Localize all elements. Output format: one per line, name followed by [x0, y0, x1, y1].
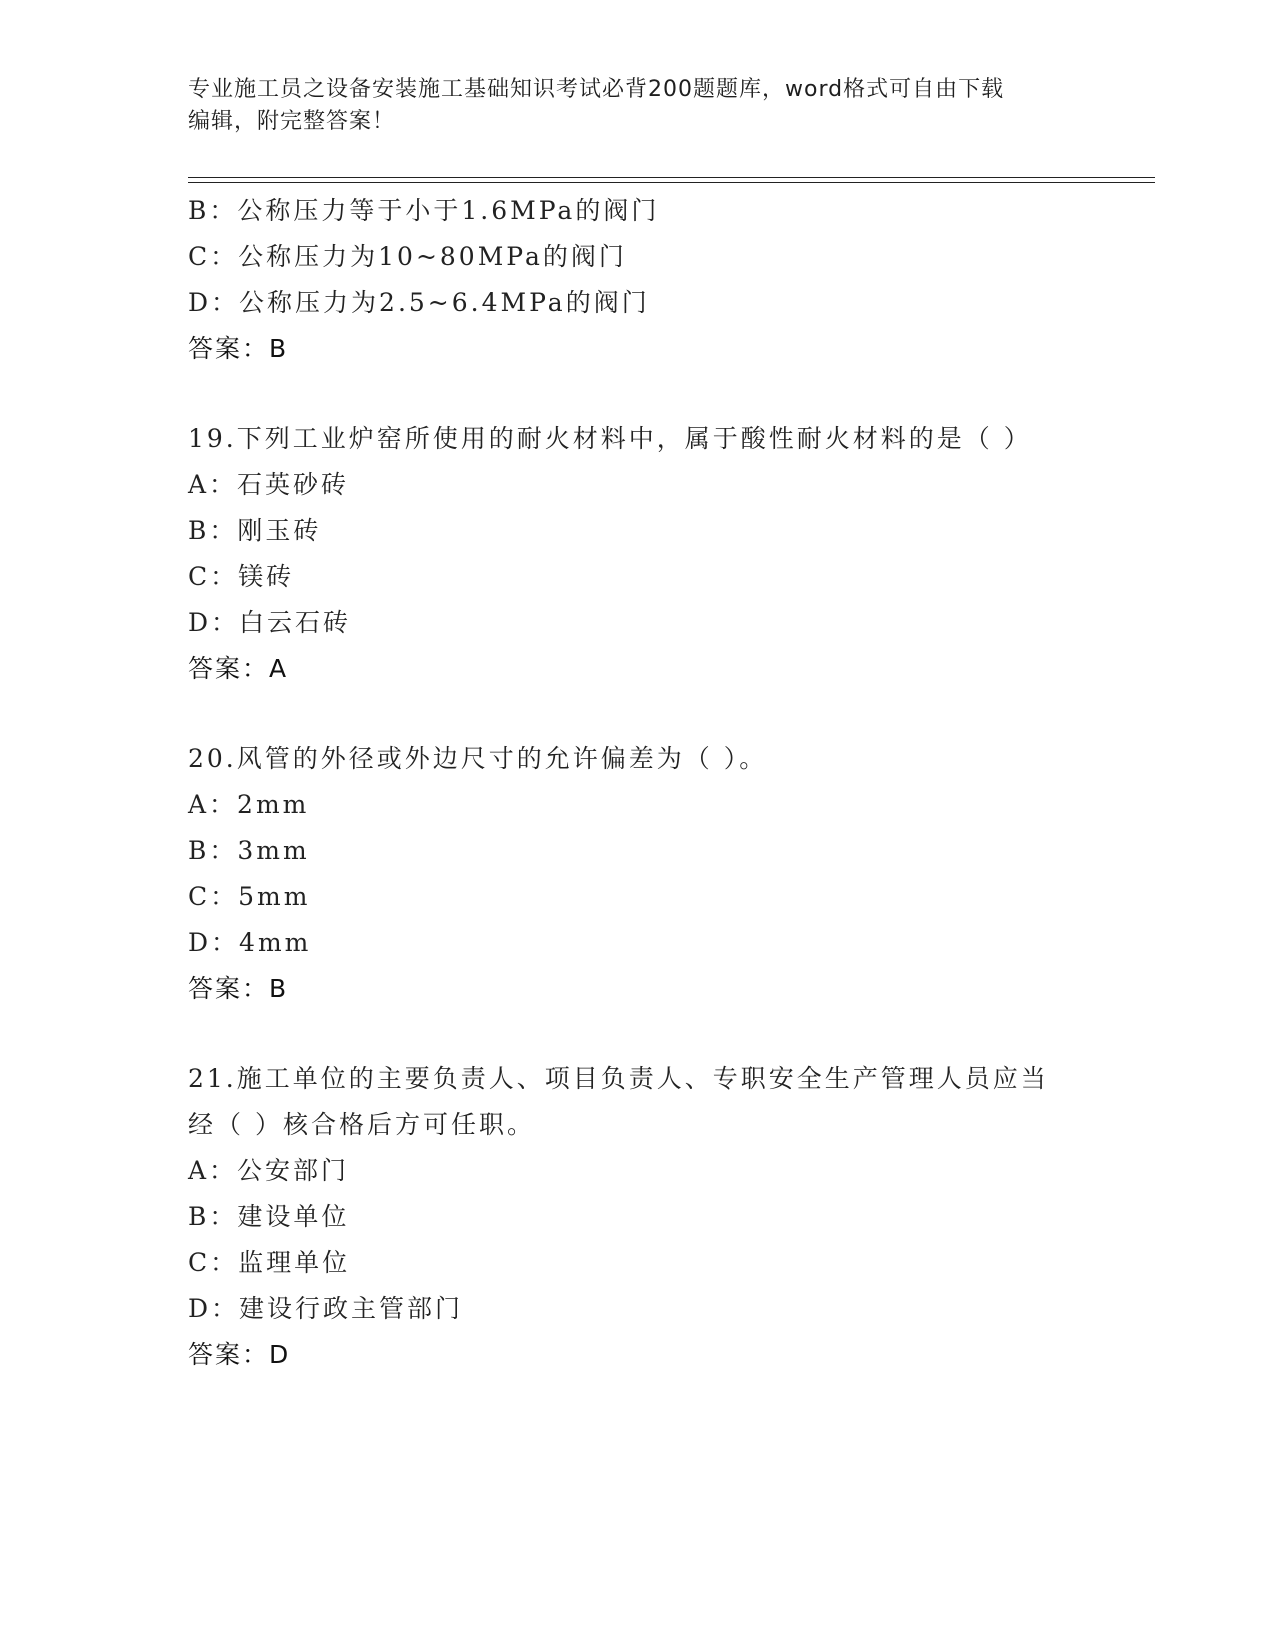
option-c: C：5mm: [188, 882, 311, 911]
question-text: 19.下列工业炉窑所使用的耐火材料中，属于酸性耐火材料的是（ ）: [188, 424, 1032, 453]
option-d: D：公称压力为2.5~6.4MPa的阀门: [188, 288, 650, 317]
option-b: B：3mm: [188, 836, 310, 865]
question-block-21: [188, 1056, 1088, 1378]
option-c: C：监理单位: [188, 1248, 351, 1277]
option-b: B：公称压力等于小于1.6MPa的阀门: [188, 196, 660, 225]
header-divider-top: [188, 177, 1155, 178]
option-d: D：4mm: [188, 928, 312, 957]
question-list: [188, 188, 1088, 1378]
header-title-line-2: 编辑，附完整答案！: [188, 109, 396, 134]
question-text-line-2: 经（ ）核合格后方可任职。: [188, 1110, 535, 1139]
header-title-line-1: 专业施工员之设备安装施工基础知识考试必背200题题库，word格式可自由下载: [188, 77, 1005, 102]
option-b: B：刚玉砖: [188, 516, 322, 545]
answer-line: 答案：A: [188, 654, 289, 683]
spacer: [188, 692, 1088, 736]
option-c: C：公称压力为10~80MPa的阀门: [188, 242, 627, 271]
question-text: 20.风管的外径或外边尺寸的允许偏差为（ ）。: [188, 744, 768, 773]
option-a: A：2mm: [188, 790, 310, 819]
option-a: A：石英砂砖: [188, 470, 350, 499]
option-d: D：白云石砖: [188, 608, 352, 637]
option-d: D：建设行政主管部门: [188, 1294, 464, 1323]
answer-line: 答案：D: [188, 1340, 291, 1369]
question-block-18: [188, 188, 1088, 372]
question-text-line-1: 21.施工单位的主要负责人、项目负责人、专职安全生产管理人员应当: [188, 1064, 1049, 1093]
option-a: A：公安部门: [188, 1156, 350, 1185]
question-block-19: [188, 416, 1088, 692]
answer-line: 答案：B: [188, 974, 289, 1003]
header-divider-bottom: [188, 182, 1155, 183]
document-header: [188, 74, 1068, 138]
question-block-20: [188, 736, 1088, 1012]
spacer: [188, 1012, 1088, 1056]
option-c: C：镁砖: [188, 562, 295, 591]
option-b: B：建设单位: [188, 1202, 350, 1231]
spacer: [188, 372, 1088, 416]
answer-line: 答案：B: [188, 334, 289, 363]
